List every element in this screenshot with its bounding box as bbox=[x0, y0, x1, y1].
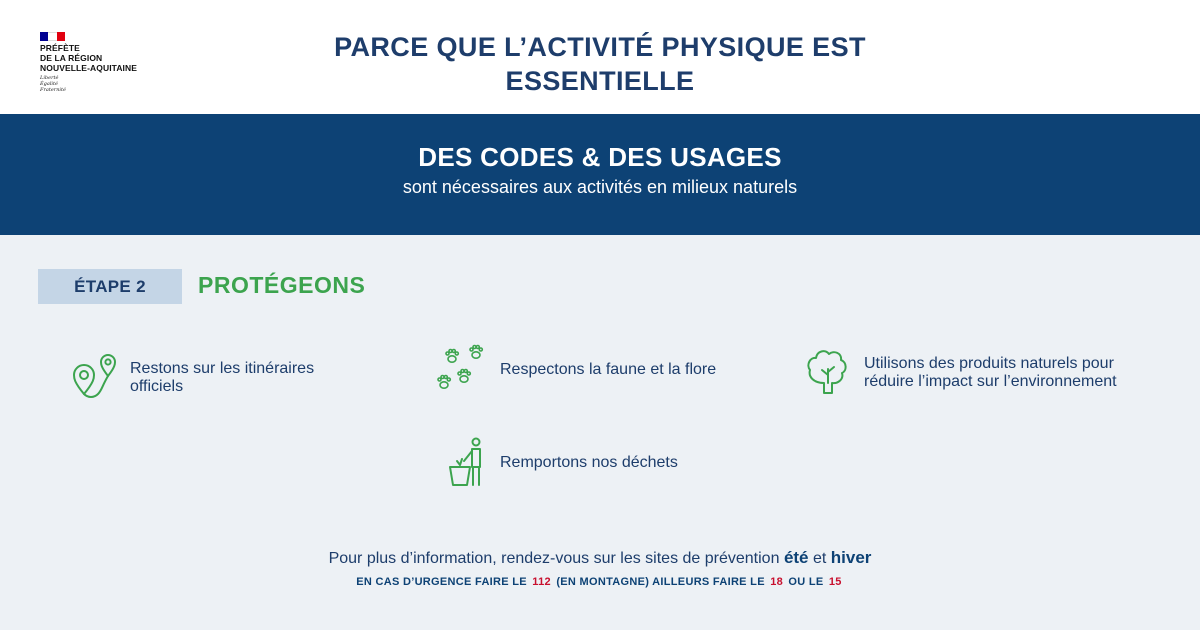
item-text-line-1: Utilisons des produits naturels pour bbox=[864, 355, 1114, 372]
footer-info-text: Pour plus d’information, rendez-vous sur les sites de prévention bbox=[328, 550, 780, 567]
step-badge: ÉTAPE 2 bbox=[38, 269, 182, 304]
item-text-line-2: réduire l’impact sur l’environnement bbox=[864, 373, 1117, 390]
banner bbox=[0, 114, 1200, 235]
link-hiver[interactable]: hiver bbox=[830, 548, 872, 567]
republic-motto bbox=[40, 75, 170, 93]
motto-egalite: Égalité bbox=[40, 81, 58, 87]
list-item-itineraires bbox=[66, 350, 314, 406]
list-item-produits-naturels bbox=[800, 345, 1117, 401]
emergency-notice bbox=[0, 576, 1200, 588]
trash-person-icon bbox=[436, 435, 492, 491]
header bbox=[0, 0, 1200, 114]
step-title: PROTÉGEONS bbox=[198, 272, 366, 298]
tree-icon bbox=[800, 345, 856, 401]
emergency-number-18: 18 bbox=[770, 576, 784, 588]
prefecture-logo[interactable] bbox=[40, 32, 170, 93]
logo-line-2: DE LA RÉGION bbox=[40, 53, 103, 63]
french-flag-icon bbox=[40, 32, 65, 41]
logo-line-1: PRÉFÈTE bbox=[40, 43, 80, 53]
paw-prints-icon bbox=[436, 342, 492, 398]
item-text-line-2: officiels bbox=[130, 378, 184, 395]
urgence-or: OU LE bbox=[788, 576, 824, 588]
banner-title: DES CODES & DES USAGES bbox=[418, 142, 782, 172]
motto-fraternite: Fraternité bbox=[40, 87, 66, 93]
emergency-number-112: 112 bbox=[532, 576, 551, 588]
emergency-number-15: 15 bbox=[828, 576, 842, 588]
item-text bbox=[864, 355, 1117, 391]
page-title-line-2: ESSENTIELLE bbox=[505, 66, 695, 96]
footer-and: et bbox=[812, 550, 827, 567]
page-title bbox=[270, 30, 930, 98]
link-ete[interactable]: été bbox=[783, 548, 809, 567]
page-title-line-1: PARCE QUE L’ACTIVITÉ PHYSIQUE EST bbox=[334, 32, 866, 62]
item-text-line-1: Remportons nos déchets bbox=[500, 454, 678, 471]
item-text-line-1: Restons sur les itinéraires bbox=[130, 360, 315, 377]
item-text-line-1: Respectons la faune et la flore bbox=[500, 361, 717, 378]
logo-line-3: NOUVELLE-AQUITAINE bbox=[40, 63, 138, 73]
urgence-text-2: (EN MONTAGNE) AILLEURS FAIRE LE bbox=[556, 576, 765, 588]
list-item-dechets bbox=[436, 435, 678, 491]
motto-liberte: Liberté bbox=[40, 75, 59, 81]
item-text bbox=[130, 360, 314, 396]
map-pins-icon bbox=[66, 350, 122, 406]
list-item-faune-flore bbox=[436, 342, 716, 398]
footer-info bbox=[0, 548, 1200, 568]
item-text bbox=[500, 361, 716, 379]
item-text bbox=[500, 454, 678, 472]
urgence-text-1: EN CAS D’URGENCE FAIRE LE bbox=[356, 576, 527, 588]
banner-subtitle: sont nécessaires aux activités en milieux naturels bbox=[402, 177, 798, 197]
